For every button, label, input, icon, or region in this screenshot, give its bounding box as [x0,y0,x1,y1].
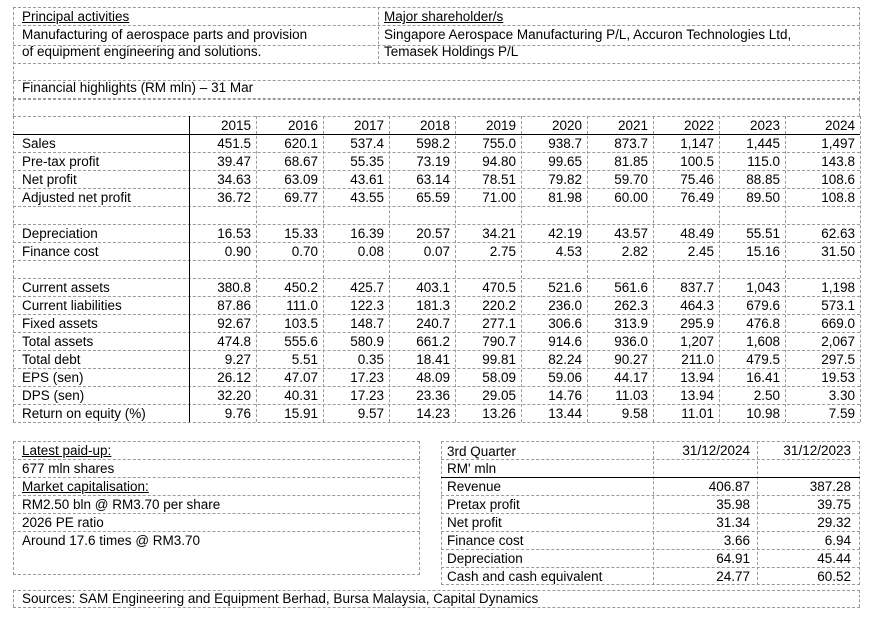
table-cell: 99.81 [482,352,516,367]
table-gap-edge [859,99,860,116]
table-cell: 464.3 [680,298,714,313]
table-row-line [13,422,860,423]
table-cell: 936.0 [614,334,648,349]
table-cell: 1,445 [746,136,780,151]
row-label: Sales [22,136,56,151]
quarter-title: 3rd Quarter [447,444,517,459]
row-label: EPS (sen) [22,370,84,385]
table-cell: 62.63 [821,226,855,241]
table-cell: 15.33 [284,226,318,241]
table-cell: 537.4 [350,136,384,151]
table-cell: 1,147 [680,136,714,151]
table-cell: 108.6 [821,172,855,187]
table-cell: 474.8 [217,334,251,349]
table-cell: 34.21 [482,226,516,241]
table-cell: 3.30 [828,388,855,403]
row-label: Pre-tax profit [22,154,100,169]
table-cell: 9.58 [621,406,648,421]
table-cell: 380.8 [217,280,251,295]
table-cell: 73.19 [416,154,450,169]
table-cell: 29.05 [482,388,516,403]
table-cell: 81.98 [548,190,582,205]
table-cell: 2.50 [753,388,780,403]
table-cell: 94.80 [482,154,516,169]
quarter-cell: 29.32 [817,515,851,530]
table-cell: 403.1 [416,280,450,295]
table-cell: 48.09 [416,370,450,385]
table-cell: 63.09 [284,172,318,187]
table-cell: 236.0 [548,298,582,313]
shareholder-label: Major shareholder/s [384,9,504,24]
table-cell: 11.03 [615,388,648,403]
principal-label: Principal activities [22,9,130,24]
quarter-row-label: Pretax profit [447,497,520,512]
row-label: Return on equity (%) [22,406,146,421]
table-cell: 15.16 [746,244,780,259]
table-cell: 9.57 [357,406,384,421]
table-col-line [860,116,861,422]
table-cell: 122.3 [350,298,384,313]
year-header: 2023 [749,118,780,133]
table-cell: 55.35 [350,154,384,169]
table-cell: 620.1 [284,136,318,151]
table-cell: 5.51 [291,352,318,367]
row-label: Current assets [22,280,110,295]
table-cell: 13.44 [548,406,582,421]
table-cell: 92.67 [217,316,251,331]
quarter-row-label: Revenue [447,479,502,494]
table-cell: 68.67 [284,154,318,169]
quarter-cell: 45.44 [817,551,851,566]
table-cell: 20.57 [416,226,450,241]
year-header: 2022 [683,118,714,133]
table-cell: 13.94 [680,370,714,385]
shareholder-text-1: Singapore Aerospace Manufacturing P/L, Accuron Technologies Ltd, [384,27,792,42]
table-cell: 573.1 [821,298,855,313]
table-cell: 59.06 [548,370,582,385]
table-cell: 262.3 [614,298,648,313]
table-cell: 914.6 [548,334,582,349]
table-cell: 111.0 [286,298,318,313]
quarter-cell: 24.77 [716,569,750,584]
table-cell: 1,608 [746,334,780,349]
footer-bottom-line [13,607,860,608]
table-cell: 479.5 [746,352,780,367]
table-cell: 0.08 [357,244,384,259]
year-header: 2017 [353,118,384,133]
table-cell: 306.6 [548,316,582,331]
table-cell: 108.8 [821,190,855,205]
table-cell: 14.23 [416,406,450,421]
table-cell: 13.94 [680,388,714,403]
table-cell: 75.46 [680,172,714,187]
table-cell: 31.50 [821,244,855,259]
highlights-title: Financial highlights (RM mln) – 31 Mar [22,80,254,95]
table-cell: 211.0 [681,352,714,367]
sources-text: Sources: SAM Engineering and Equipment Berhad, Bursa Malaysia, Capital Dynamics [22,591,539,606]
row-label: Total debt [22,352,81,367]
table-gap-edge [13,99,14,116]
table-cell: 71.00 [482,190,516,205]
table-cell: 47.07 [284,370,318,385]
table-cell: 9.27 [224,352,251,367]
footer-right-edge [859,590,860,607]
table-row-line [13,206,860,207]
table-cell: 17.23 [350,388,384,403]
row-label: Total assets [22,334,94,349]
quarter-cell: 6.94 [824,533,851,548]
quarter-cell: 406.87 [708,479,750,494]
table-cell: 82.24 [548,352,582,367]
table-cell: 19.53 [821,370,855,385]
table-cell: 43.55 [350,190,384,205]
table-cell: 297.5 [821,352,855,367]
quarter-unit: RM' mln [447,461,497,476]
table-cell: 0.90 [224,244,251,259]
year-header: 2020 [551,118,582,133]
row-label: Depreciation [22,226,98,241]
quarter-cell: 64.91 [716,551,750,566]
year-header: 2016 [287,118,318,133]
table-cell: 220.2 [482,298,516,313]
table-cell: 561.6 [614,280,648,295]
table-cell: 34.63 [217,172,251,187]
table-cell: 13.26 [482,406,516,421]
table-cell: 44.17 [614,370,648,385]
principal-text-1: Manufacturing of aerospace parts and provision [22,27,308,42]
table-cell: 580.9 [350,334,384,349]
table-cell: 555.6 [284,334,318,349]
row-label: Finance cost [22,244,99,259]
row-label: Adjusted net profit [22,190,131,205]
quarter-cell: 31.34 [716,515,750,530]
table-cell: 23.36 [416,388,450,403]
table-cell: 65.59 [416,190,450,205]
table-cell: 451.5 [217,136,251,151]
table-cell: 103.5 [284,316,318,331]
table-cell: 450.2 [284,280,318,295]
table-cell: 476.8 [746,316,780,331]
table-cell: 10.98 [746,406,780,421]
table-cell: 115.0 [747,154,780,169]
table-cell: 18.41 [416,352,450,367]
table-cell: 32.20 [217,388,251,403]
table-cell: 598.2 [416,136,450,151]
table-cell: 277.1 [482,316,516,331]
table-cell: 36.72 [217,190,251,205]
info-line: Market capitalisation: [22,479,149,494]
table-cell: 240.7 [416,316,450,331]
table-cell: 1,198 [821,280,855,295]
year-header: 2019 [485,118,516,133]
table-cell: 16.53 [217,226,251,241]
table-cell: 60.00 [614,190,648,205]
table-gap-line [13,99,860,100]
table-cell: 63.14 [416,172,450,187]
table-left-edge [13,116,14,422]
table-cell: 17.23 [350,370,384,385]
table-cell: 295.9 [680,316,714,331]
table-cell: 59.70 [614,172,648,187]
year-header: 2024 [824,118,855,133]
table-cell: 2.82 [621,244,648,259]
quarter-cell: 387.28 [809,479,851,494]
table-cell: 148.7 [350,316,384,331]
principal-text-2: of equipment engineering and solutions. [22,44,262,59]
table-cell: 43.61 [350,172,384,187]
table-cell: 0.07 [423,244,450,259]
table-cell: 679.6 [746,298,780,313]
table-cell: 938.7 [548,136,582,151]
table-cell: 79.82 [548,172,582,187]
table-cell: 78.51 [482,172,516,187]
table-cell: 1,043 [746,280,780,295]
year-header: 2015 [220,118,251,133]
quarter-cell: 35.98 [716,497,750,512]
table-cell: 40.31 [284,388,318,403]
table-cell: 2.45 [687,244,714,259]
table-cell: 790.7 [482,334,516,349]
table-cell: 76.49 [680,190,714,205]
info-line: 677 mln shares [22,461,115,476]
table-cell: 2,067 [821,334,855,349]
row-label: Current liabilities [22,298,122,313]
table-cell: 89.50 [746,190,780,205]
table-cell: 69.77 [284,190,318,205]
table-cell: 16.39 [350,226,384,241]
table-cell: 521.6 [548,280,582,295]
quarter-col1-header: 31/12/2024 [682,443,750,458]
quarter-row-label: Cash and cash equivalent [447,569,603,584]
year-header: 2021 [617,118,648,133]
table-cell: 669.0 [821,316,855,331]
table-cell: 837.7 [680,280,714,295]
table-cell: 755.0 [482,136,516,151]
row-label: Net profit [22,172,77,187]
quarter-cell: 60.52 [817,569,851,584]
quarter-row-label: Finance cost [447,533,524,548]
table-cell: 81.85 [614,154,648,169]
table-cell: 0.35 [357,352,384,367]
table-cell: 55.51 [746,226,780,241]
table-cell: 313.9 [614,316,648,331]
info-line: Around 17.6 times @ RM3.70 [22,533,201,548]
table-row-line [13,260,860,261]
table-cell: 181.3 [416,298,450,313]
table-cell: 26.12 [217,370,251,385]
quarter-col2-header: 31/12/2023 [783,443,851,458]
table-cell: 11.01 [681,406,714,421]
info-line: RM2.50 bln @ RM3.70 per share [22,497,221,512]
table-cell: 88.85 [746,172,780,187]
row-label: DPS (sen) [22,388,85,403]
quarter-row-label: Net profit [447,515,502,530]
info-line: 2026 PE ratio [22,515,104,530]
table-cell: 7.59 [828,406,855,421]
table-cell: 90.27 [614,352,648,367]
table-cell: 470.5 [482,280,516,295]
header-row-line-3 [13,63,860,64]
table-cell: 15.91 [284,406,318,421]
table-cell: 42.19 [548,226,582,241]
info-line: Latest paid-up: [22,443,112,458]
table-cell: 43.57 [614,226,648,241]
table-cell: 100.5 [680,154,714,169]
table-cell: 4.53 [555,244,582,259]
quarter-row-label: Depreciation [447,551,523,566]
quarter-cell: 3.66 [723,533,750,548]
table-cell: 99.65 [548,154,582,169]
quarter-cell: 39.75 [817,497,851,512]
table-cell: 1,207 [680,334,714,349]
table-cell: 16.41 [746,370,780,385]
table-cell: 58.09 [482,370,516,385]
table-cell: 661.2 [416,334,450,349]
table-cell: 873.7 [614,136,648,151]
year-header: 2018 [419,118,450,133]
shareholder-text-2: Temasek Holdings P/L [384,44,519,59]
table-cell: 14.76 [548,388,582,403]
table-cell: 9.76 [224,406,251,421]
table-cell: 0.70 [291,244,318,259]
table-cell: 39.47 [217,154,251,169]
table-cell: 1,497 [821,136,855,151]
table-cell: 48.49 [680,226,714,241]
table-cell: 143.8 [821,154,855,169]
row-label: Fixed assets [22,316,98,331]
footer-left-edge [13,590,14,607]
table-cell: 2.75 [489,244,516,259]
header-divider [378,7,379,64]
table-cell: 425.7 [350,280,384,295]
table-cell: 87.86 [217,298,251,313]
